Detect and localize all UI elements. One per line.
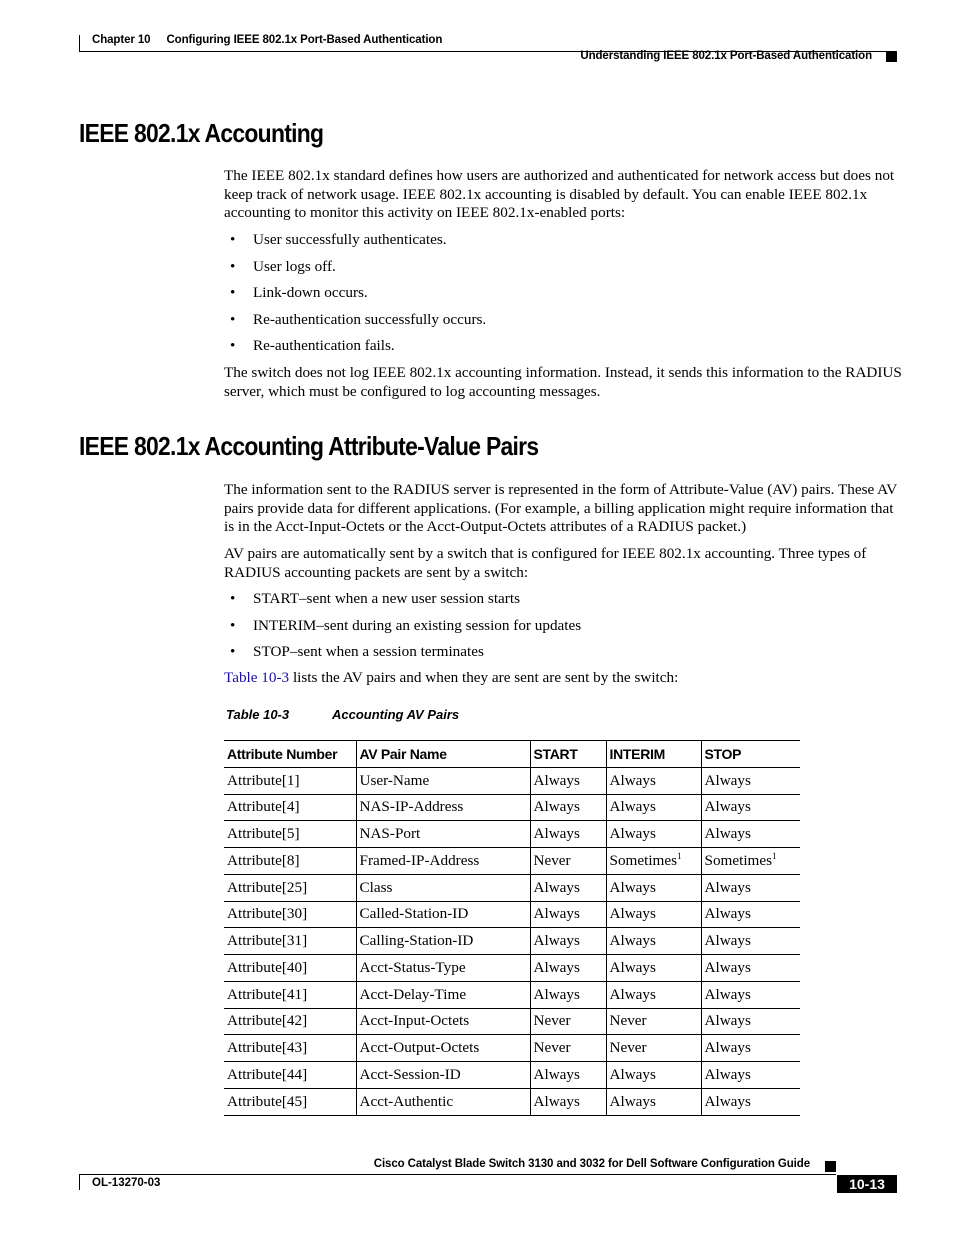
column-header-attribute-number: Attribute Number — [224, 741, 356, 768]
accounting-event-list — [224, 231, 486, 364]
start-cell — [530, 1062, 606, 1089]
footer-rule — [79, 1174, 836, 1175]
cell-text: Always — [704, 1012, 751, 1030]
cell-text: Attribute[31] — [227, 932, 308, 950]
attribute-number-cell — [224, 767, 356, 794]
stop-cell — [701, 928, 800, 955]
cell-text: Always — [533, 905, 580, 923]
section-heading-av-pairs: IEEE 802.1x Accounting Attribute-Value Pairs — [79, 431, 539, 461]
interim-cell — [606, 821, 701, 848]
av-pair-name-cell — [356, 848, 530, 875]
column-header-stop: STOP — [701, 741, 800, 768]
cell-text: Acct-Delay-Time — [359, 985, 467, 1003]
attribute-number-cell — [224, 1008, 356, 1035]
interim-cell — [606, 981, 701, 1008]
interim-cell — [606, 928, 701, 955]
accounting-closing — [224, 364, 904, 401]
cell-text: Always — [609, 771, 656, 789]
interim-cell — [606, 901, 701, 928]
interim-cell — [606, 874, 701, 901]
header-marker — [886, 51, 897, 62]
cell-text: Never — [533, 1039, 571, 1057]
list-item: • START–sent when a new user session starts — [224, 590, 581, 617]
stop-cell — [701, 848, 800, 875]
table-row — [224, 874, 800, 901]
attribute-number-cell — [224, 821, 356, 848]
stop-cell — [701, 901, 800, 928]
table-body — [224, 767, 800, 1115]
table-row — [224, 767, 800, 794]
cell-text: Always — [704, 1039, 751, 1057]
cell-text: Sometimes — [609, 851, 677, 869]
av-pair-name-cell — [356, 874, 530, 901]
av-pair-name-cell — [356, 928, 530, 955]
cell-text: Attribute[8] — [227, 851, 300, 869]
cell-text: Never — [609, 1012, 647, 1030]
cell-text: Always — [704, 825, 751, 843]
cell-text: Always — [533, 932, 580, 950]
stop-cell — [701, 821, 800, 848]
start-cell — [530, 794, 606, 821]
footnote-marker[interactable]: 1 — [772, 850, 777, 861]
cell-text: Acct-Session-ID — [359, 1065, 461, 1083]
table-row — [224, 955, 800, 982]
av-pairs-para-2 — [224, 545, 904, 582]
cell-text: Always — [704, 905, 751, 923]
stop-cell — [701, 1088, 800, 1115]
cell-text: Attribute[45] — [227, 1092, 308, 1110]
cell-text: Always — [609, 985, 656, 1003]
av-pair-name-cell — [356, 767, 530, 794]
interim-cell — [606, 1035, 701, 1062]
table-reference-text: lists the AV pairs and when they are sent are sent by the switch: — [289, 669, 679, 686]
interim-cell — [606, 1008, 701, 1035]
footer-marker — [825, 1161, 836, 1172]
interim-cell — [606, 794, 701, 821]
footer-rule-vertical — [79, 1174, 80, 1190]
stop-cell — [701, 955, 800, 982]
cell-text: Always — [533, 825, 580, 843]
cell-text: Attribute[42] — [227, 1012, 308, 1030]
page-number: 10-13 — [837, 1175, 897, 1193]
attribute-number-cell — [224, 1062, 356, 1089]
list-item: • Re-authentication fails. — [224, 337, 486, 364]
av-pairs-para-1-text: The information sent to the RADIUS server is represented in the form of Attribute-Value (AV) pairs. These AV pairs provide data for different applications. (For example, a billing application might require information that is in the Acct-Input-Octets or the Acct-Output-Octets attributes of a RADIUS packet.) — [224, 481, 897, 535]
attribute-number-cell — [224, 874, 356, 901]
table-10-3-link[interactable]: Table 10-3 — [224, 669, 290, 686]
cell-text: Calling-Station-ID — [359, 932, 474, 950]
cell-text: Attribute[4] — [227, 798, 300, 816]
start-cell — [530, 848, 606, 875]
cell-text: Attribute[43] — [227, 1039, 308, 1057]
cell-text: Attribute[40] — [227, 958, 308, 976]
cell-text: Always — [533, 771, 580, 789]
cell-text: Always — [704, 932, 751, 950]
cell-text: NAS-Port — [359, 825, 421, 843]
column-header-start: START — [530, 741, 606, 768]
start-cell — [530, 1088, 606, 1115]
stop-cell — [701, 981, 800, 1008]
start-cell — [530, 955, 606, 982]
cell-text: Always — [704, 878, 751, 896]
av-pairs-para-2-text: AV pairs are automatically sent by a switch that is configured for IEEE 802.1x accounting. Three types of RADIUS accounting packets are sent by a switch: — [224, 545, 867, 581]
stop-cell — [701, 1008, 800, 1035]
cell-text: Never — [609, 1039, 647, 1057]
table-row — [224, 1035, 800, 1062]
cell-text: Framed-IP-Address — [359, 851, 480, 869]
cell-text: Always — [704, 1065, 751, 1083]
table-row — [224, 794, 800, 821]
start-cell — [530, 874, 606, 901]
interim-cell — [606, 767, 701, 794]
attribute-number-cell — [224, 901, 356, 928]
attribute-number-cell — [224, 1035, 356, 1062]
av-pair-name-cell — [356, 981, 530, 1008]
start-cell — [530, 901, 606, 928]
cell-text: Attribute[25] — [227, 878, 308, 896]
cell-text: User-Name — [359, 771, 430, 789]
av-pair-name-cell — [356, 901, 530, 928]
accounting-av-pairs-table — [224, 740, 800, 1116]
interim-cell — [606, 1088, 701, 1115]
av-pair-name-cell — [356, 1088, 530, 1115]
attribute-number-cell — [224, 981, 356, 1008]
cell-text: Attribute[41] — [227, 985, 308, 1003]
footer-doc-number: OL-13270-03 — [92, 1177, 161, 1189]
footer-guide-title: Cisco Catalyst Blade Switch 3130 and 3032 for Dell Software Configuration Guide — [373, 1158, 810, 1170]
column-header-av-pair-name: AV Pair Name — [356, 741, 530, 768]
accounting-closing-text: The switch does not log IEEE 802.1x accounting information. Instead, it sends this information to the RADIUS server, which must be configured to log accounting messages. — [224, 364, 902, 400]
chapter-number: Chapter 10 — [92, 34, 151, 46]
cell-text: NAS-IP-Address — [359, 798, 464, 816]
start-cell — [530, 1008, 606, 1035]
cell-text: Always — [533, 1092, 580, 1110]
attribute-number-cell — [224, 848, 356, 875]
table-row — [224, 1062, 800, 1089]
section-heading-accounting: IEEE 802.1x Accounting — [79, 118, 324, 148]
attribute-number-cell — [224, 928, 356, 955]
cell-text: Always — [704, 798, 751, 816]
cell-text: Always — [609, 1065, 656, 1083]
cell-text: Class — [359, 878, 393, 896]
av-pair-name-cell — [356, 1035, 530, 1062]
table-row — [224, 848, 800, 875]
cell-text: Sometimes — [704, 851, 772, 869]
attribute-number-cell — [224, 955, 356, 982]
start-cell — [530, 928, 606, 955]
cell-text: Always — [609, 932, 656, 950]
stop-cell — [701, 794, 800, 821]
table-caption — [226, 707, 459, 722]
table-header-row — [224, 741, 800, 768]
cell-text: Acct-Output-Octets — [359, 1039, 480, 1057]
interim-cell — [606, 1062, 701, 1089]
start-cell — [530, 821, 606, 848]
list-item: • STOP–sent when a session terminates — [224, 643, 581, 670]
header-chapter — [92, 34, 442, 46]
cell-text: Always — [704, 958, 751, 976]
cell-text: Always — [704, 985, 751, 1003]
av-pair-name-cell — [356, 1008, 530, 1035]
cell-text: Always — [533, 798, 580, 816]
cell-text: Called-Station-ID — [359, 905, 469, 923]
list-item: • INTERIM–sent during an existing session for updates — [224, 617, 581, 644]
cell-text: Acct-Status-Type — [359, 958, 466, 976]
list-item: • Re-authentication successfully occurs. — [224, 311, 486, 338]
table-row — [224, 821, 800, 848]
interim-cell — [606, 848, 701, 875]
interim-cell — [606, 955, 701, 982]
table-reference — [224, 669, 904, 688]
av-pairs-para-1 — [224, 481, 904, 537]
packet-type-list — [224, 590, 581, 670]
stop-cell — [701, 874, 800, 901]
cell-text: Never — [533, 851, 571, 869]
table-row — [224, 981, 800, 1008]
table-row — [224, 928, 800, 955]
table-row — [224, 901, 800, 928]
header-section-title: Understanding IEEE 802.1x Port-Based Authentication — [580, 50, 872, 62]
list-item: • User logs off. — [224, 258, 486, 285]
cell-text: Never — [533, 1012, 571, 1030]
cell-text: Always — [533, 878, 580, 896]
table-caption-title: Accounting AV Pairs — [332, 707, 460, 722]
header-rule-vertical — [79, 35, 80, 51]
cell-text: Always — [609, 878, 656, 896]
list-item: • Link-down occurs. — [224, 284, 486, 311]
cell-text: Acct-Input-Octets — [359, 1012, 470, 1030]
cell-text: Always — [533, 985, 580, 1003]
cell-text: Always — [533, 958, 580, 976]
table-caption-number: Table 10-3 — [226, 707, 290, 722]
cell-text: Always — [704, 771, 751, 789]
stop-cell — [701, 767, 800, 794]
cell-text: Always — [609, 1092, 656, 1110]
av-pair-name-cell — [356, 794, 530, 821]
cell-text: Always — [609, 798, 656, 816]
stop-cell — [701, 1035, 800, 1062]
accounting-intro-text: The IEEE 802.1x standard defines how users are authorized and authenticated for network access but does not keep track of network usage. IEEE 802.1x accounting is disabled by default. You can enable IEEE 802.1x accounting to monitor this activity on IEEE 802.1x-enabled ports: — [224, 167, 895, 221]
table-row — [224, 1088, 800, 1115]
av-pair-name-cell — [356, 955, 530, 982]
cell-text: Attribute[30] — [227, 905, 308, 923]
attribute-number-cell — [224, 794, 356, 821]
cell-text: Always — [704, 1092, 751, 1110]
av-pair-name-cell — [356, 821, 530, 848]
attribute-number-cell — [224, 1088, 356, 1115]
cell-text: Always — [533, 1065, 580, 1083]
cell-text: Acct-Authentic — [359, 1092, 454, 1110]
cell-text: Attribute[44] — [227, 1065, 308, 1083]
av-pair-name-cell — [356, 1062, 530, 1089]
chapter-title: Configuring IEEE 802.1x Port-Based Authentication — [166, 34, 443, 46]
cell-text: Always — [609, 825, 656, 843]
accounting-intro — [224, 167, 904, 223]
start-cell — [530, 981, 606, 1008]
start-cell — [530, 767, 606, 794]
cell-text: Attribute[5] — [227, 825, 300, 843]
cell-text: Attribute[1] — [227, 771, 300, 789]
cell-text: Always — [609, 905, 656, 923]
start-cell — [530, 1035, 606, 1062]
stop-cell — [701, 1062, 800, 1089]
footnote-marker[interactable]: 1 — [677, 850, 682, 861]
table-row — [224, 1008, 800, 1035]
cell-text: Always — [609, 958, 656, 976]
list-item: • User successfully authenticates. — [224, 231, 486, 258]
column-header-interim: INTERIM — [606, 741, 701, 768]
